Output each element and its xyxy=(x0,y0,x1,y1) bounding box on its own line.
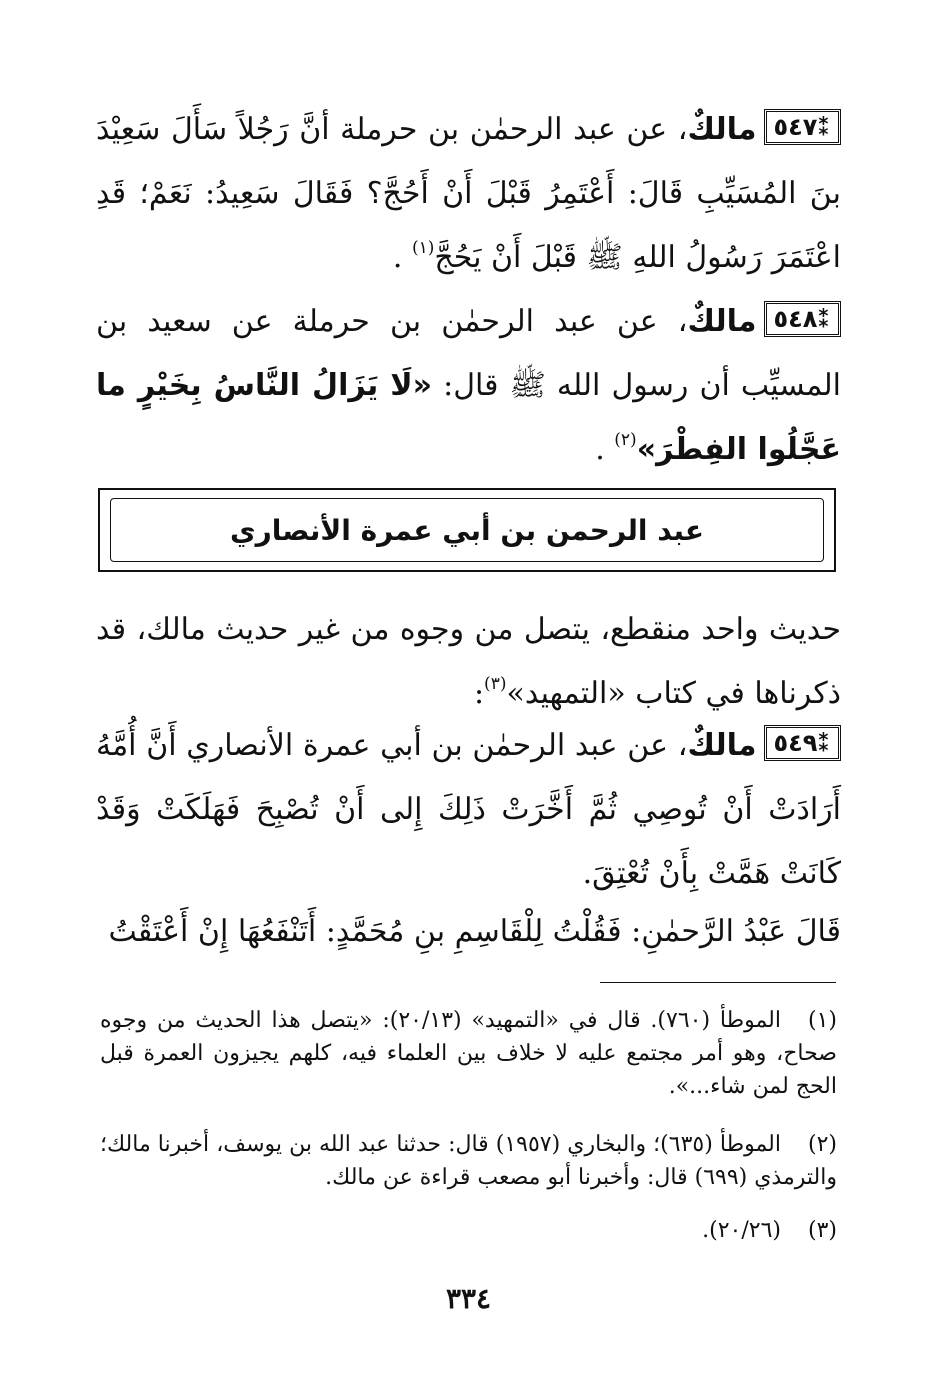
hadith-text: ، عن عبد الرحمٰن بن أبي عمرة الأنصاري أَنَّ أُمَّهُ أَرَادَتْ أَنْ تُوصِي ثُمَّ أَخَّرَتْ ذَلِكَ إِلى أَنْ تُصْبِحَ فَهَلَكَتْ وَقَدْ كَانَتْ هَمَّتْ بِأَنْ تُعْتِقَ. xyxy=(96,728,841,891)
hadith-text: ، عن عبد الرحمٰن بن حرملة عن سعيد بن المسيِّب أن رسول الله ﷺ قال: xyxy=(96,304,841,403)
continuation-text: قَالَ عَبْدُ الرَّحمٰنِ: فَقُلْتُ لِلْقَاسِمِ بنِ مُحَمَّدٍ: أَتَنْفَعُهَا إِنْ أَعْتَقْتُ xyxy=(108,914,841,949)
footnote-text: الموطأ (٧٦٠). قال في «التمهيد» (٢٠/١٣): «يتصل هذا الحديث من وجوه صحاح، وهو أمر مجتمع عليه لا خلاف بين العلماء فيه، كلهم يجيزون العمرة قبل الحج لمن شاء...». xyxy=(100,1008,837,1099)
hadith-549 xyxy=(96,714,841,906)
section-title: عبد الرحمن بن أبي عمرة الأنصاري xyxy=(230,513,704,547)
hadith-number-box: ⁑٥٤٩ xyxy=(764,725,841,761)
hadith-number-box: ⁑٥٤٧ xyxy=(764,109,841,145)
section-intro: حديث واحد منقطع، يتصل من وجوه من غير حديث مالك، قد ذكرناها في كتاب «التمهيد»$^{(٣)}$: xyxy=(96,612,841,711)
footnote-reference[interactable]: (١) xyxy=(411,238,435,258)
footnote-number: (٣) xyxy=(807,1218,837,1243)
hadith-547: ⁑٥٤٧مالكٌ، عن عبد الرحمٰن بن حرملة أنَّ رَجُلاً سَأَلَ سَعِيْدَ بنَ المُسَيِّبِ قَالَ: أَعْتَمِرُ قَبْلَ أَنْ أَحُجَّ؟ فَقَالَ سَعِيدُ: نَعَمْ؛ قَدِ اعْتَمَرَ رَسُولُ اللهِ ﷺ قَبْلَ أَنْ يَحُجَّ$^{(١)}$ . xyxy=(96,98,841,290)
narrator-name: مالكٌ xyxy=(687,304,757,339)
hadith-number-box: ⁑٥٤٨ xyxy=(764,301,841,337)
footnote-number: (١) xyxy=(807,1008,837,1033)
footnote-2 xyxy=(100,1128,837,1194)
footnote-number: (٢) xyxy=(807,1132,837,1157)
footnote-divider xyxy=(600,982,836,983)
intro-text: حديث واحد منقطع، يتصل من وجوه من غير حديث مالك، قد ذكرناها في كتاب «التمهيد» xyxy=(96,612,841,711)
footnote-text: (٢٠/٢٦). xyxy=(702,1218,781,1243)
footnote-3 xyxy=(100,1214,837,1247)
hadith-548: ⁑٥٤٨مالكٌ، عن عبد الرحمٰن بن حرملة عن سعيد بن المسيِّب أن رسول الله ﷺ قال: «لَا يَزَالُ النَّاسُ بِخَيْرٍ ما عَجَّلُوا الفِطْرَ»$^{(٢)}$ . xyxy=(96,290,841,482)
footnote-1 xyxy=(100,1004,837,1103)
footnote-reference[interactable]: (٣) xyxy=(484,674,507,694)
page-number: ٣٣٤ xyxy=(445,1282,492,1315)
hadith-text: ، عن عبد الرحمٰن بن حرملة أنَّ رَجُلاً سَأَلَ سَعِيْدَ بنَ المُسَيِّبِ قَالَ: أَعْتَمِرُ قَبْلَ أَنْ أَحُجَّ؟ فَقَالَ سَعِيدُ: نَعَمْ؛ قَدِ اعْتَمَرَ رَسُولُ اللهِ ﷺ قَبْلَ أَنْ يَحُجَّ xyxy=(96,112,841,275)
narrator-name: مالكٌ xyxy=(687,112,757,147)
narrator-name: مالكٌ xyxy=(687,728,757,763)
footnote-text: الموطأ (٦٣٥)؛ والبخاري (١٩٥٧) قال: حدثنا عبد الله بن يوسف، أخبرنا مالك؛ والترمذي (٦٩٩) قال: وأخبرنا أبو مصعب قراءة عن مالك. xyxy=(100,1132,837,1190)
footnote-reference[interactable]: (٢) xyxy=(614,430,637,450)
section-heading-frame xyxy=(98,488,836,572)
prophetic-saying: «لَا يَزَالُ النَّاسُ بِخَيْرٍ ما عَجَّلُوا الفِطْرَ» xyxy=(96,368,841,467)
